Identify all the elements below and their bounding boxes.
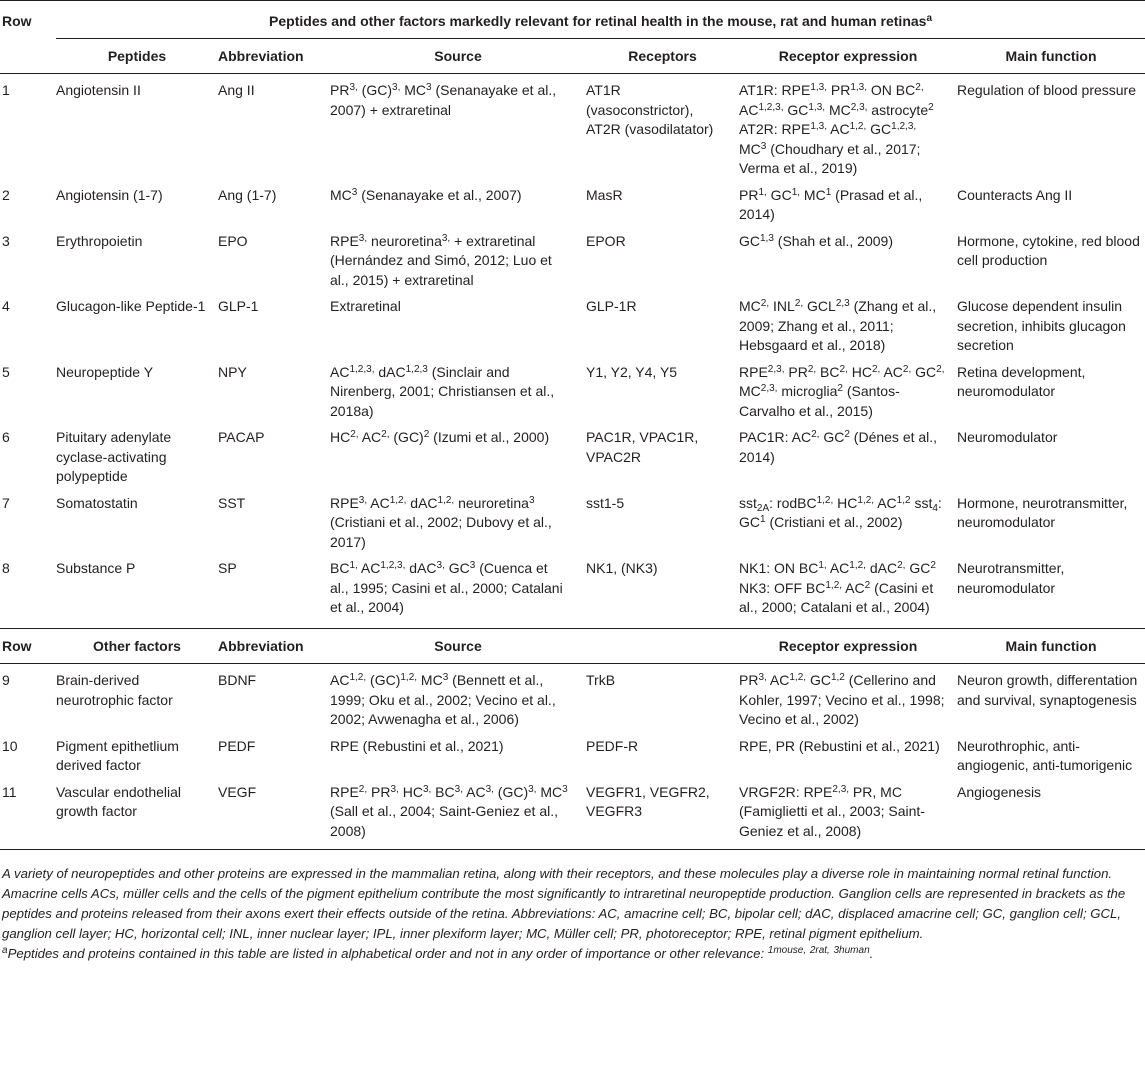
function-cell: Counteracts Ang II [957, 186, 1073, 203]
expression-cell: GC$^{1,3}$ (Shah et al., 2009) [739, 232, 893, 249]
footnote-a: $^a$Peptides and proteins contained in this table are listed in alphabetical order and not in any order of importance or other relevance: $^{1mouse,}$ $^{2rat,}$ $^{3human}$. [2, 945, 874, 961]
footnote-a-text: Peptides and proteins contained in this table are listed in alphabetical order and not in any order of importance or other relevance: $^{1mouse,}$ $^{2rat,}$ $^{3human}$. [7, 945, 874, 961]
receptors-cell: TrkB [586, 672, 616, 688]
abbreviation-cell: PACAP [218, 429, 265, 445]
function-cell: Neuron growth, differentation and survival, synaptogenesis [957, 672, 1138, 708]
table-row [0, 730, 1145, 776]
row-number: 6 [2, 429, 10, 445]
abbreviation-cell: SP [218, 560, 237, 576]
row-number: 3 [2, 232, 10, 249]
table-row [0, 74, 1145, 179]
row-number: 5 [2, 363, 10, 380]
name-cell: Glucagon-like Peptide-1 [56, 298, 206, 314]
footnote-main: A variety of neuropeptides and other proteins are expressed in the mammalian retina, along with their receptors, and these molecules play a diverse role in maintaining normal retinal function. Amacrine cells ACs, müller cells and the cells of the pigment epithelium contribute the most significantly to intraretinal neuropeptide production. Ganglion cells are represented in brackets as the peptides and proteins released from their axons exert their effects outside of the retina. Abbreviations: AC, amacrine cell; BC, bipolar cell; dAC, displaced amacrine cell; GC, ganglion cell; GCL, ganglion cell layer; HC, horizontal cell; INL, inner nuclear layer; IPL, inner plexiform layer; MC, Müller cell; PR, photoreceptor; RPE, retinal pigment epithelium. [2, 866, 1126, 941]
function-cell: Regulation of blood pressure [957, 82, 1137, 98]
receptors-cell: Y1, Y2, Y4, Y5 [586, 363, 678, 380]
name-cell: Somatostatin [56, 494, 138, 511]
receptors-cell: GLP-1R [586, 298, 637, 314]
receptors-cell: AT1R (vasoconstrictor), AT2R (vasodilatator) [586, 82, 714, 137]
abbreviation-cell: Ang II [218, 82, 255, 98]
expression-cell: PAC1R: $AC^{2,}$ $GC^2$ (Dénes et al., 2014) [739, 429, 938, 465]
col-receptor-expression: Receptor expression [778, 47, 918, 64]
factors-body [0, 664, 1145, 850]
col-source: Source [434, 47, 482, 64]
table-row [0, 290, 1145, 356]
row-number: 2 [2, 186, 10, 203]
function-cell: Hormone, neurotransmitter, neuromodulator [957, 494, 1128, 530]
col-abbreviation: Abbreviation [218, 47, 304, 64]
table-row [0, 552, 1145, 628]
row-number: 4 [2, 298, 10, 314]
col-peptides: Peptides [107, 47, 167, 64]
row-number: 9 [2, 672, 10, 688]
peptides-header-row [0, 38, 1145, 74]
expression-cell: $PR^{3,}$ $AC^{1,2,}$ GC$^{1,2}$ (Cellerino and Kohler, 1997; Vecino et al., 1998; Vecino et al., 2002) [739, 672, 945, 727]
col-abbreviation-2: Abbreviation [218, 637, 304, 654]
name-cell: Angiotensin II [56, 82, 141, 98]
receptors-cell: VEGFR1, VEGFR2, VEGFR3 [586, 783, 710, 819]
abbreviation-cell: EPO [218, 232, 248, 249]
expression-cell: NK1: ON $BC^{1,}$ $AC^{1,2,}$ dAC$^{2,}$ $GC^2$ NK3: OFF $BC^{1,2,}$ $AC^2$ (Casini et al., 2000; Catalani et al., 2004) [739, 560, 936, 615]
source-cell: $RPE^{3,}$ neuroretina$^{3,}$ + extraretinal (Hernández and Simó, 2012; Luo et al., 2015) + extraretinal [330, 232, 552, 288]
expression-cell: $RPE^{2,3,}$ $PR^{2,}$ $BC^{2,}$ $HC^{2,}$ $AC^{2,}$ $GC^{2,}$ $MC^{2,3,}$ microglia$^2$ (Santos-Carvalho et al., 2015) [739, 363, 945, 419]
source-cell: $BC^{1,}$ $AC^{1,2,3,}$ dAC$^{3,}$ $GC^3$ (Cuenca et al., 1995; Casini et al., 2000; Catalani et al., 2004) [330, 560, 563, 615]
source-cell: $HC^{2,}$ $AC^{2,}$ (GC)$^2$ (Izumi et al., 2000) [330, 429, 550, 445]
expression-cell: $PR^{1,}$ $GC^{1,}$ $MC^1$ (Prasad et al., 2014) [739, 186, 923, 222]
abbreviation-cell: GLP-1 [218, 298, 259, 314]
name-cell: Pigment epithetlium derived factor [56, 737, 179, 773]
expression-cell: RPE, PR (Rebustini et al., 2021) [739, 737, 940, 754]
table-row [0, 421, 1145, 487]
receptors-cell: PEDF-R [586, 737, 639, 754]
footnotes [2, 864, 1141, 964]
name-cell: Brain-derived neurotrophic factor [56, 672, 173, 708]
abbreviation-cell: BDNF [218, 672, 257, 688]
table-title: Peptides and other factors markedly relevant for retinal health in the mouse, rat and human retinas$^a$ [56, 1, 1145, 39]
table-row [0, 487, 1145, 553]
row-number: 1 [2, 82, 10, 98]
receptors-cell: EPOR [586, 232, 626, 249]
factors-header-row [0, 628, 1145, 664]
expression-cell: sst$_{2A}$: rodBC$^{1,2,}$ $HC^{1,2,}$ AC$^{1,2}$ sst$_4$: $GC^1$ (Cristiani et al., 2002) [739, 494, 942, 530]
row-number: 8 [2, 560, 10, 576]
table-row [0, 776, 1145, 850]
source-cell: Extraretinal [330, 298, 401, 314]
source-cell: $AC^{1,2,3,}$ dAC$^{1,2,3}$ (Sinclair and Nirenberg, 2001; Christiansen et al., 2018a) [330, 363, 555, 419]
row-header: Row [2, 13, 32, 29]
row-header-2: Row [2, 637, 32, 654]
abbreviation-cell: PEDF [218, 737, 256, 754]
table-title-row [0, 1, 1145, 39]
name-cell: Substance P [56, 560, 136, 576]
function-cell: Angiogenesis [957, 783, 1042, 800]
source-cell: $PR^{3,}$ (GC)$^{3,}$ $MC^3$ (Senanayake et al., 2007) + extraretinal [330, 82, 557, 118]
function-cell: Retina development, neuromodulator [957, 363, 1086, 399]
table-row [0, 179, 1145, 225]
name-cell: Angiotensin (1-7) [56, 186, 163, 203]
row-number: 10 [2, 737, 18, 754]
name-cell: Erythropoietin [56, 232, 143, 249]
peptides-body [0, 74, 1145, 629]
receptors-cell: MasR [586, 186, 623, 203]
row-number: 7 [2, 494, 10, 511]
name-cell: Pituitary adenylate cyclase-activating polypeptide [56, 429, 172, 484]
receptors-cell: NK1, (NK3) [586, 560, 658, 576]
function-cell: Glucose dependent insulin secretion, inhibits glucagon secretion [957, 298, 1126, 353]
source-cell: $RPE^{3,}$ $AC^{1,2,}$ dAC$^{1,2,}$ neuroretina$^3$ (Cristiani et al., 2002; Dubovy et al., 2017) [330, 494, 552, 550]
col-other-factors: Other factors [93, 637, 181, 654]
source-cell: $RPE^{2,}$ $PR^{3,}$ $HC^{3,}$ $BC^{3,}$ $AC^{3,}$ (GC)$^{3,}$ $MC^3$ (Sall et al., 2004; Saint-Geniez et al., 2008) [330, 783, 568, 839]
abbreviation-cell: NPY [218, 363, 247, 380]
abbreviation-cell: Ang (1-7) [218, 186, 277, 203]
receptors-cell: sst1-5 [586, 494, 625, 511]
source-cell: $AC^{1,2,}$ (GC)$^{1,2,}$ $MC^3$ (Bennett et al., 1999; Oku et al., 2002; Vecino et al., 2002; Avwenagha et al., 2006) [330, 672, 556, 727]
function-cell: Neurotransmitter, neuromodulator [957, 560, 1065, 596]
abbreviation-cell: SST [218, 494, 246, 511]
function-cell: Neuromodulator [957, 429, 1058, 445]
table-row [0, 225, 1145, 291]
receptors-cell: PAC1R, VPAC1R, VPAC2R [586, 429, 699, 465]
expression-cell: VRGF2R: $RPE^{2,3,}$ PR, MC (Famiglietti et al., 2003; Saint-Geniez et al., 2008) [739, 783, 925, 839]
col-receptor-expression-2: Receptor expression [778, 637, 918, 654]
expression-cell: $MC^{2,}$ $INL^{2,}$ GCL$^{2,3}$ (Zhang et al., 2009; Zhang et al., 2011; Hebsgaard et al., 2018) [739, 298, 937, 353]
function-cell: Hormone, cytokine, red blood cell production [957, 232, 1140, 268]
expression-cell: AT1R: $RPE^{1,3,}$ $PR^{1,3,}$ ON $BC^{2,}$ $AC^{1,2,3,}$ $GC^{1,3,}$ $MC^{2,3,}$ astrocyte$^2$ AT2R: $RPE^{1,3,}$ $AC^{1,2,}$ $GC^{1,2,3,}$ $MC^3$ (Choudhary et al., 2017; Verma et al., 2019) [739, 82, 934, 176]
col-receptors: Receptors [628, 47, 697, 64]
row-number: 11 [2, 783, 17, 800]
col-main-function: Main function [1005, 47, 1097, 64]
source-cell: $MC^3$ (Senanayake et al., 2007) [330, 186, 522, 203]
col-main-function-2: Main function [1005, 637, 1097, 654]
table-row [0, 356, 1145, 422]
abbreviation-cell: VEGF [218, 783, 257, 800]
name-cell: Neuropeptide Y [56, 363, 154, 380]
name-cell: Vascular endothelial growth factor [56, 783, 182, 819]
function-cell: Neurothrophic, anti-angiogenic, anti-tumorigenic [957, 737, 1133, 773]
table-row [0, 664, 1145, 730]
source-cell: RPE (Rebustini et al., 2021) [330, 737, 504, 754]
col-source-2: Source [434, 637, 482, 654]
